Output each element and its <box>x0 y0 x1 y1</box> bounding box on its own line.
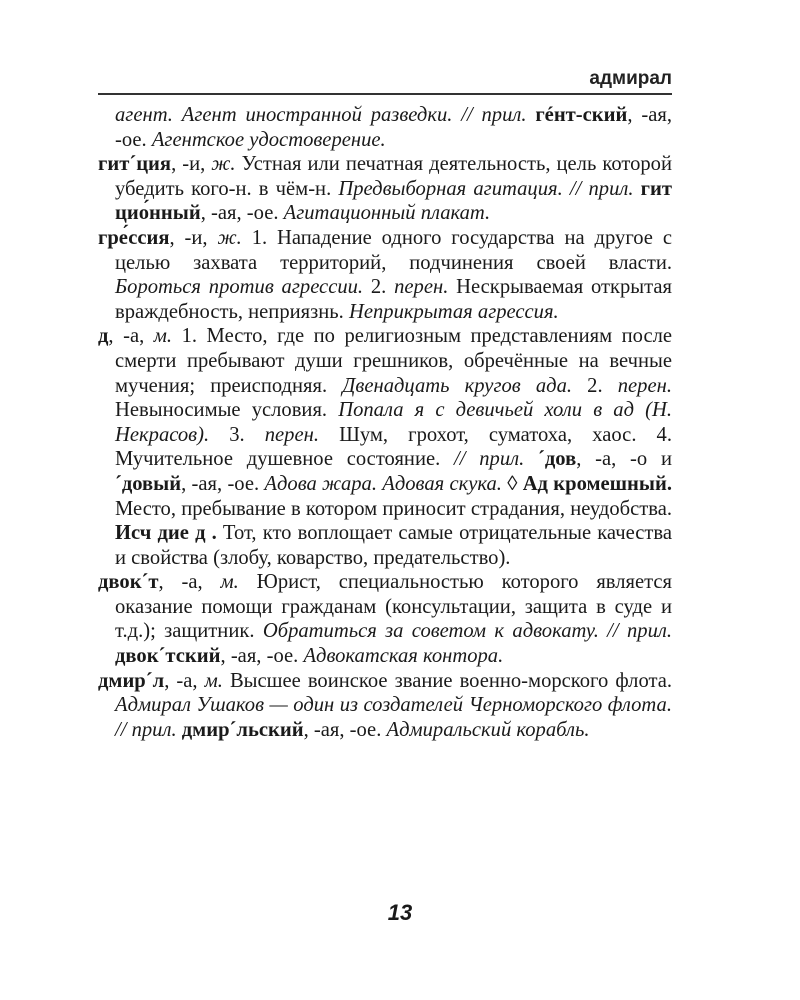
entry-text: , -а, -о и <box>576 448 672 471</box>
entry-text: 3. <box>209 423 265 446</box>
entry-text: Юрист, специальностью которого является оказание помощи гражданам (консультации, защита в суде и т.д.); защитник. <box>115 571 672 643</box>
entry-example: Адмиральский корабль. <box>386 718 590 741</box>
entry-example: Предвыборная агитация. // прил. <box>338 177 641 200</box>
entry-text: , -ая, -ое. <box>220 645 304 668</box>
entry-text: ◊ <box>501 472 523 495</box>
entry-text: , -ая, -ое. <box>303 718 387 741</box>
entry-text: Устная или печатная деятельность, цель которой убедить кого-н. в чём-н. <box>115 153 672 200</box>
entry-example: Двенадцать кругов ада. <box>342 374 573 397</box>
entry-example: перен. <box>617 374 672 397</box>
entry-headword: гре́ссия <box>98 226 170 249</box>
entry-example: перен. <box>394 276 449 299</box>
entry-text: 2. <box>572 374 618 397</box>
entry-headword: д <box>98 325 109 348</box>
dictionary-entry <box>98 152 672 226</box>
entry-derived-word: Ад кромешный. <box>522 472 672 495</box>
entry-text: , -ая, -ое. <box>181 472 265 495</box>
entry-text: Шум, грохот, суматоха, хаос. 4. Мучительное душевное состояние. <box>115 423 672 471</box>
entry-example: Агентское удостоверение. <box>151 128 386 151</box>
entry-text: , -и, <box>169 226 218 249</box>
entry-derived-word: гит цио́нный <box>115 177 672 225</box>
entry-example: перен. <box>264 423 319 446</box>
dictionary-entry <box>98 669 672 743</box>
entry-example: ж. <box>211 153 236 176</box>
entry-example: Обратиться за советом к адвокату. // прил. <box>262 620 672 643</box>
entry-derived-word: ´дов <box>538 448 577 471</box>
entry-text: , -а, <box>108 325 154 348</box>
entry-derived-word: гéнт-ский <box>535 104 628 126</box>
entry-text: Место, пребывание в котором приносит страдания, неудобства. <box>115 497 672 520</box>
entry-text <box>524 448 538 470</box>
entry-derived-word: ´довый <box>115 472 182 495</box>
entry-text: , -а, <box>164 669 205 692</box>
entry-headword: гит´ция <box>98 153 172 176</box>
entry-example: Неприкрытая агрессия. <box>348 300 559 323</box>
entry-example: Адмирал Ушаков — один из создателей Черноморского флота. // прил. <box>115 694 672 741</box>
entry-example: Адвокатская контора. <box>303 645 504 668</box>
entry-example: Попала я с девичьей холи в ад (Н. Некрасов). <box>115 399 672 446</box>
dictionary-entry <box>98 324 672 570</box>
entry-text: Высшее воинское звание военно-морского флота. <box>222 669 673 692</box>
entry-text: , -а, <box>158 571 221 594</box>
dictionary-entry <box>98 226 672 324</box>
entry-example: м. <box>153 325 173 348</box>
entry-headword: дмир´л <box>98 669 165 692</box>
entry-example: м. <box>204 669 223 692</box>
entry-text: , -и, <box>171 153 212 176</box>
entry-text: 1. Место, где по религиозным представлениям после смерти пребывают души грешников, обречённые на вечные мучения; преисподняя. <box>115 325 673 397</box>
entry-example: м. <box>220 571 239 594</box>
entry-text: Тот, кто воплощает самые отрицательные качества и свойства (злобу, коварство, предательство). <box>115 522 672 569</box>
entry-derived-word: двок´тский <box>115 645 221 668</box>
entry-text: , -ая, -ое. <box>115 104 672 151</box>
header-rule <box>98 93 672 95</box>
running-header: адмирал <box>589 68 672 89</box>
entry-example: Бороться против агрессии. <box>115 276 364 299</box>
entry-headword: двок´т <box>98 571 159 594</box>
entry-example: Агитационный плакат. <box>283 202 491 225</box>
entry-example: Адова жара. Адовая скука. <box>264 472 502 495</box>
entry-example: ж. <box>217 226 242 249</box>
entry-text: , -ая, -ое. <box>200 202 284 225</box>
entry-text: Нескрываемая открытая враждебность, неприязнь. <box>115 276 672 323</box>
dictionary-entry <box>98 103 672 152</box>
dictionary-entry <box>98 570 672 668</box>
entry-example: агент. Агент иностранной разведки. // прил. <box>115 104 536 126</box>
entry-derived-word: Исч дие д . <box>115 522 217 545</box>
dictionary-column <box>98 103 672 742</box>
entry-text: Невыносимые условия. <box>115 399 339 422</box>
entry-derived-word: дмир´льский <box>181 718 304 741</box>
page-number: 13 <box>387 900 413 925</box>
entry-text: 2. <box>363 276 395 299</box>
entry-text: 1. Нападение одного государства на другое с целью захвата территорий, подчинения своей власти. <box>115 226 672 274</box>
entry-example: // прил. <box>454 448 525 471</box>
